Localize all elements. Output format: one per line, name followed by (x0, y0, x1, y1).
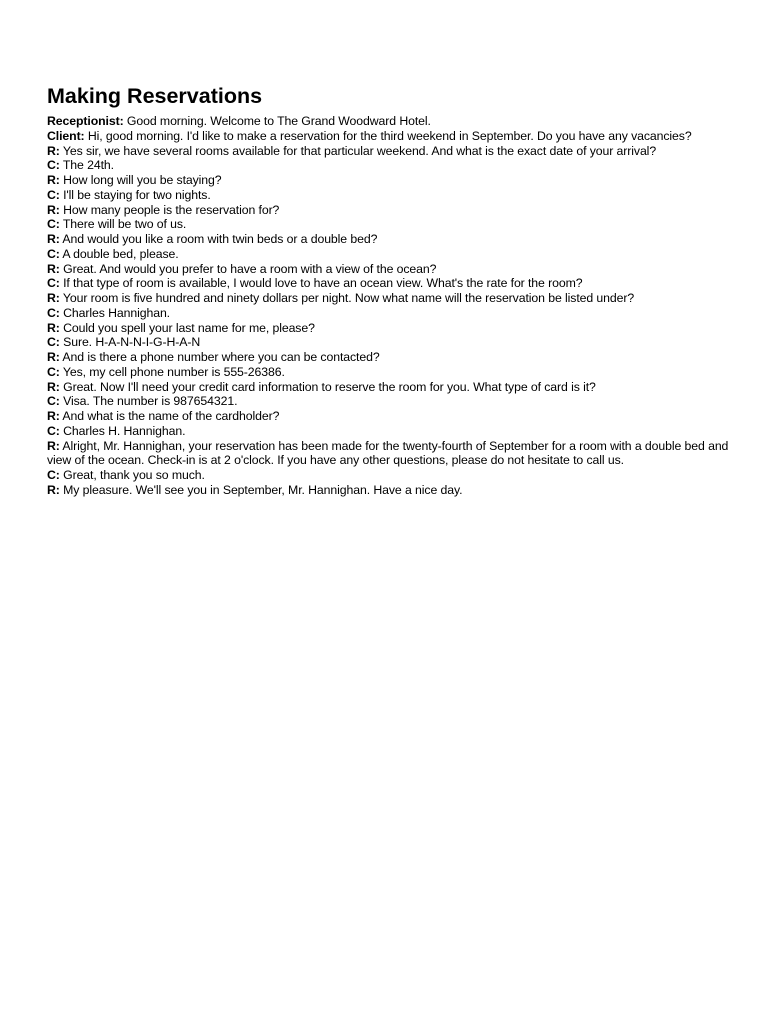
line-text: Yes sir, we have several rooms available for that particular weekend. And what is the exact date of your arrival? (62, 143, 657, 158)
dialogue-line (47, 129, 733, 144)
speaker-label: C: (47, 158, 60, 173)
line-text: I'll be staying for two nights. (63, 187, 211, 202)
dialogue-line (47, 232, 733, 247)
dialogue-line (47, 468, 733, 483)
line-text: Great, thank you so much. (63, 468, 205, 482)
speaker-label: R: (47, 482, 60, 497)
speaker-label: C: (47, 364, 60, 379)
dialogue-line (47, 306, 733, 321)
line-text: Great. And would you prefer to have a room with a view of the ocean? (63, 261, 437, 276)
line-text: Good morning. Welcome to The Grand Woodward Hotel. (126, 114, 431, 128)
line-text: And would you like a room with twin beds or a double bed? (62, 232, 378, 246)
speaker-label: R: (47, 143, 60, 158)
dialogue (47, 114, 733, 498)
dialogue-line (47, 291, 733, 306)
line-text: Charles H. Hannighan. (63, 423, 186, 438)
dialogue-line (47, 350, 733, 365)
document-title: Making Reservations (47, 84, 263, 108)
dialogue-line (47, 380, 733, 395)
dialogue-line (47, 321, 733, 336)
dialogue-line (47, 439, 733, 469)
line-text: How long will you be staying? (63, 173, 222, 187)
speaker-label: R: (47, 173, 60, 187)
line-text: There will be two of us. (62, 217, 187, 232)
speaker-label: C: (47, 276, 60, 291)
speaker-label: C: (47, 394, 60, 409)
line-text: And is there a phone number where you can be contacted? (62, 350, 380, 364)
dialogue-line (47, 276, 733, 291)
line-text: A double bed, please. (62, 246, 179, 261)
dialogue-line (47, 247, 733, 262)
speaker-label: R: (47, 261, 60, 276)
speaker-label: R: (47, 320, 60, 335)
line-text: Yes, my cell phone number is 555-26386. (62, 364, 285, 379)
dialogue-line (47, 483, 733, 498)
line-text: Alright, Mr. Hannighan, your reservation has been made for the twenty-fourth of September for a room with a double bed and view of the ocean. Check-in is at 2 o'clock. If you have any other questions, please do not hesitate to call us. (47, 438, 729, 468)
dialogue-line (47, 335, 733, 350)
dialogue-line (47, 203, 733, 218)
speaker-label: R: (47, 202, 60, 217)
speaker-label: R: (47, 438, 60, 453)
speaker-label: R: (47, 350, 60, 364)
line-text: Could you spell your last name for me, please? (63, 320, 315, 335)
dialogue-line (47, 144, 733, 159)
line-text: Sure. H-A-N-N-I-G-H-A-N (63, 335, 201, 350)
line-text: The 24th. (62, 158, 114, 173)
speaker-label: C: (47, 335, 60, 350)
line-text: Your room is five hundred and ninety dollars per night. Now what name will the reservation be listed under? (62, 291, 635, 305)
speaker-label: C: (47, 305, 60, 320)
speaker-label: Client: (47, 128, 85, 143)
dialogue-line (47, 424, 733, 439)
speaker-label: Receptionist: (47, 114, 124, 128)
dialogue-line (47, 173, 733, 188)
line-text: Great. Now I'll need your credit card information to reserve the room for you. What type of card is it? (63, 379, 596, 394)
line-text: How many people is the reservation for? (63, 202, 280, 217)
speaker-label: C: (47, 423, 60, 438)
speaker-label: C: (47, 217, 60, 232)
line-text: Hi, good morning. I'd like to make a reservation for the third weekend in September. Do you have any vacancies? (87, 128, 692, 143)
line-text: If that type of room is available, I would love to have an ocean view. What's the rate for the room? (63, 276, 583, 291)
speaker-label: R: (47, 409, 60, 423)
dialogue-line (47, 188, 733, 203)
speaker-label: C: (47, 246, 60, 261)
line-text: Charles Hannighan. (63, 305, 171, 320)
line-text: My pleasure. We'll see you in September, Mr. Hannighan. Have a nice day. (63, 482, 463, 497)
speaker-label: R: (47, 291, 60, 305)
dialogue-line (47, 409, 733, 424)
dialogue-line (47, 158, 733, 173)
dialogue-line (47, 262, 733, 277)
dialogue-line (47, 114, 733, 129)
dialogue-line (47, 217, 733, 232)
dialogue-line (47, 365, 733, 380)
line-text: And what is the name of the cardholder? (62, 409, 280, 423)
speaker-label: C: (47, 468, 60, 482)
speaker-label: R: (47, 232, 60, 246)
speaker-label: R: (47, 379, 60, 394)
dialogue-line (47, 394, 733, 409)
line-text: Visa. The number is 987654321. (63, 394, 238, 409)
speaker-label: C: (47, 187, 60, 202)
document-page (47, 83, 733, 498)
